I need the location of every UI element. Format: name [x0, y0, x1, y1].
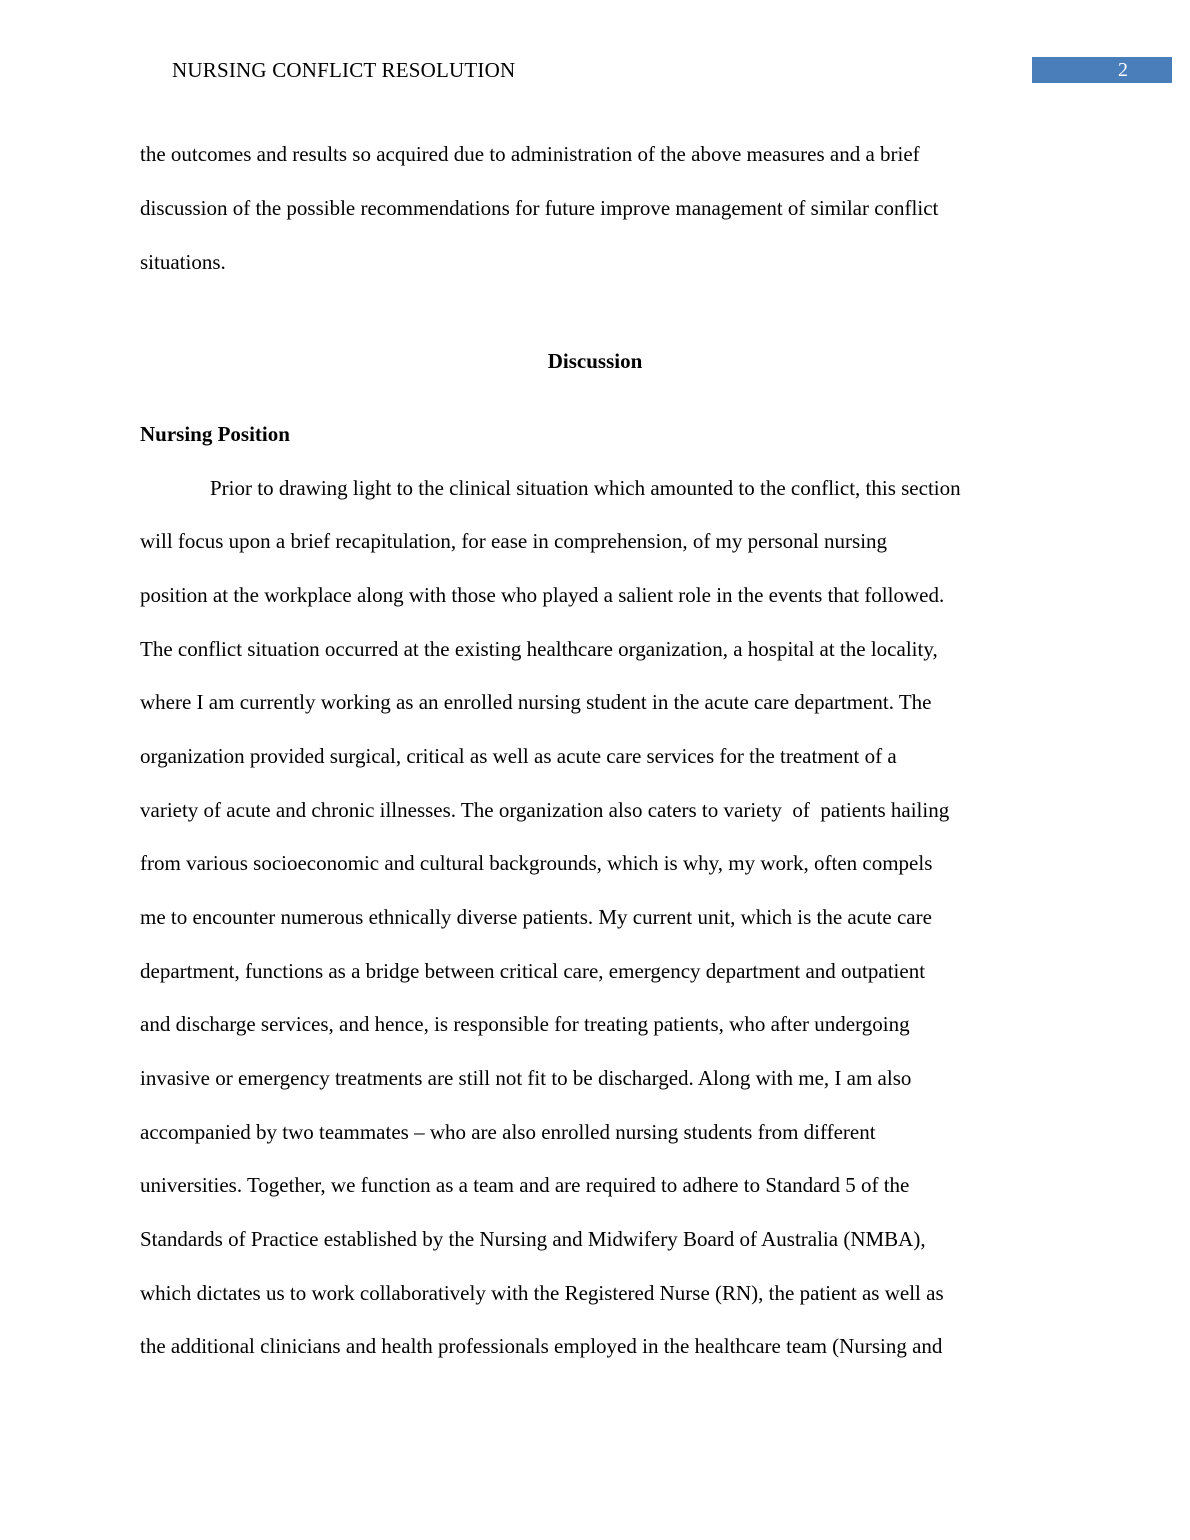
- intro-line: the outcomes and results so acquired due to administration of the above measures and a brief: [140, 142, 920, 166]
- body-line: variety of acute and chronic illnesses. The organization also caters to variety of patients hailing: [140, 798, 950, 822]
- section-heading: Discussion: [547, 349, 643, 373]
- body-line: where I am currently working as an enrolled nursing student in the acute care department. The: [140, 690, 932, 714]
- body-line: from various socioeconomic and cultural backgrounds, which is why, my work, often compels: [140, 851, 933, 875]
- body-line: Standards of Practice established by the Nursing and Midwifery Board of Australia (NMBA),: [140, 1227, 926, 1251]
- body-line: will focus upon a brief recapitulation, for ease in comprehension, of my personal nursing: [140, 529, 888, 553]
- body-line: universities. Together, we function as a team and are required to adhere to Standard 5 of the: [140, 1173, 910, 1197]
- body-line: and discharge services, and hence, is responsible for treating patients, who after undergoing: [140, 1012, 910, 1036]
- subsection-heading: Nursing Position: [140, 422, 290, 446]
- body-line: Prior to drawing light to the clinical situation which amounted to the conflict, this section: [210, 476, 961, 500]
- intro-line: discussion of the possible recommendations for future improve management of similar conflict: [140, 196, 939, 220]
- body-line: the additional clinicians and health professionals employed in the healthcare team (Nursing and: [140, 1334, 943, 1358]
- body-line: me to encounter numerous ethnically diverse patients. My current unit, which is the acute care: [140, 905, 932, 929]
- page-number: 2: [1032, 57, 1172, 83]
- body-line: invasive or emergency treatments are still not fit to be discharged. Along with me, I am also: [140, 1066, 912, 1090]
- body-line: organization provided surgical, critical as well as acute care services for the treatment of a: [140, 744, 897, 768]
- intro-line: situations.: [140, 250, 226, 274]
- running-head: NURSING CONFLICT RESOLUTION: [172, 58, 516, 82]
- body-line: department, functions as a bridge between critical care, emergency department and outpatient: [140, 959, 926, 983]
- body-line: which dictates us to work collaboratively with the Registered Nurse (RN), the patient as well as: [140, 1281, 944, 1305]
- body-line: position at the workplace along with those who played a salient role in the events that followed.: [140, 583, 945, 607]
- body-line: The conflict situation occurred at the existing healthcare organization, a hospital at the locality,: [140, 637, 938, 661]
- body-line: accompanied by two teammates – who are also enrolled nursing students from different: [140, 1120, 876, 1144]
